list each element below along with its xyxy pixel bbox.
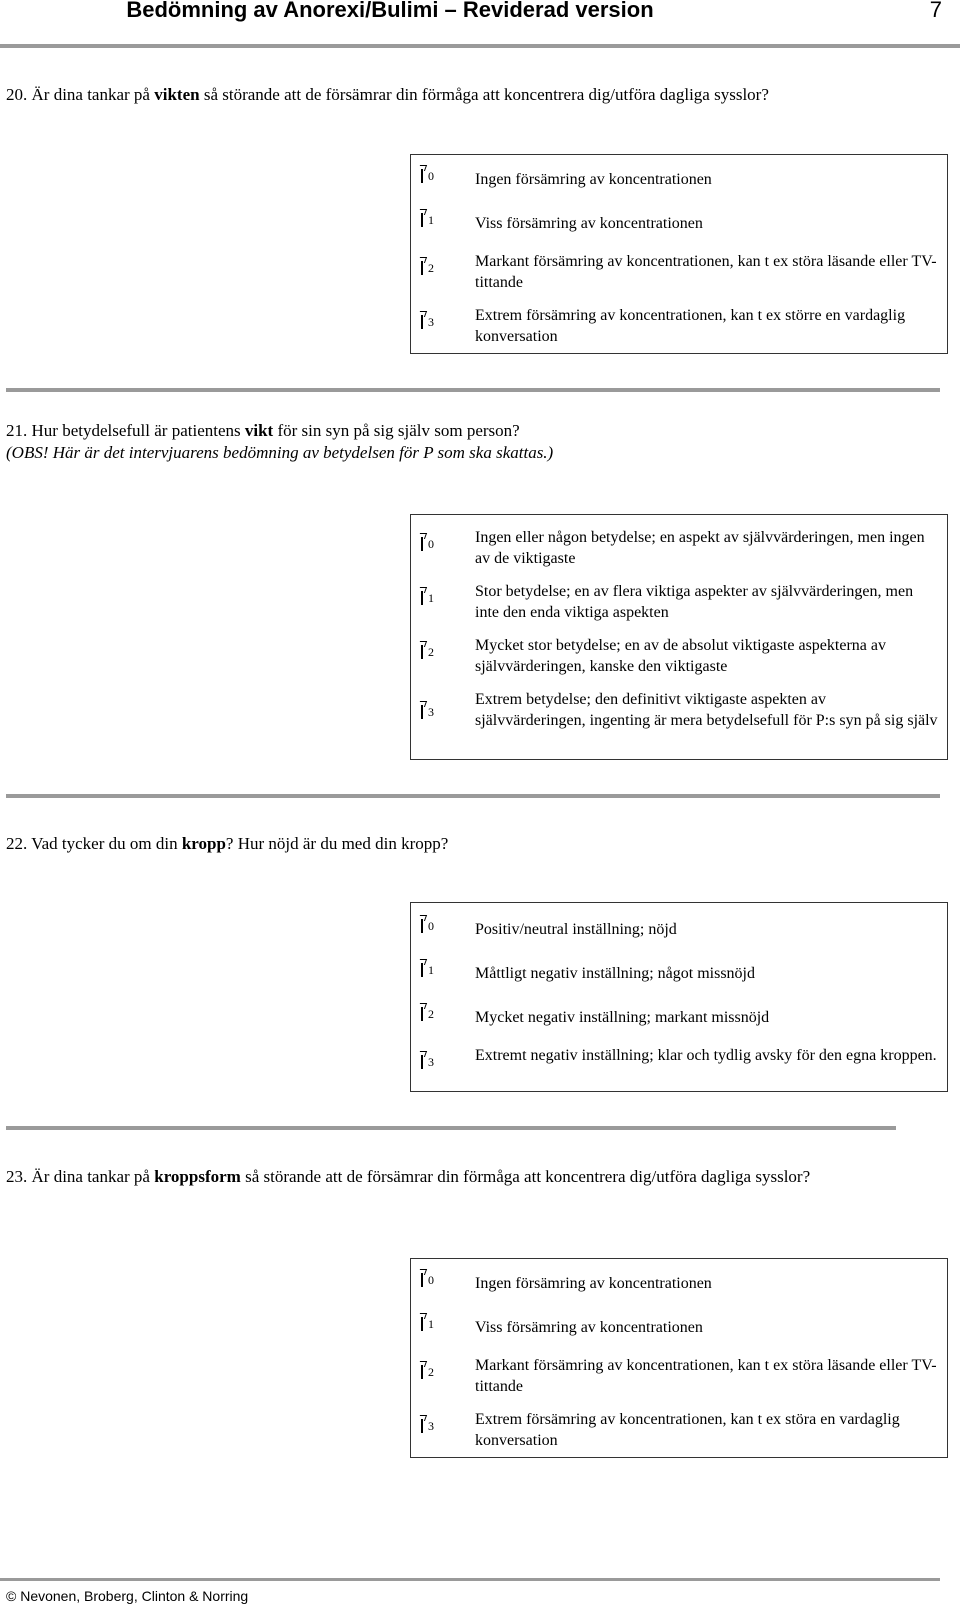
option-label: Extrem betydelse; den definitivt viktigaste aspekten av självvärderingen, ingenting är mera betydelsefull för P:s syn på sig själv: [475, 691, 938, 729]
checkbox-icon[interactable]: 0: [419, 531, 437, 553]
question-23: 23. Är dina tankar på kroppsform så störande att de försämrar din förmåga att koncentrera dig/utföra dagliga sysslor?: [6, 1167, 811, 1186]
question-21: 21. Hur betydelsefull är patientens vikt för sin syn på sig själv som person? (OBS! Här är det intervjuarens bedömning av betydelsen för P som ska skattas.): [6, 421, 554, 462]
checkbox-icon[interactable]: 2: [419, 639, 437, 661]
checkbox-icon[interactable]: 3: [419, 699, 437, 721]
option-label: Viss försämring av koncentrationen: [475, 1319, 703, 1336]
option-label: Extremt negativ inställning; klar och tydlig avsky för den egna kroppen.: [475, 1047, 937, 1064]
q20-options-box: [410, 154, 948, 354]
footer-copyright: © Nevonen, Broberg, Clinton & Norring: [6, 1588, 249, 1604]
checkbox-icon[interactable]: 2: [419, 1001, 437, 1023]
section-rule: [6, 388, 940, 392]
option-label: Viss försämring av koncentrationen: [475, 215, 703, 232]
option-label: Positiv/neutral inställning; nöjd: [475, 921, 677, 938]
checkbox-icon[interactable]: 1: [419, 957, 437, 979]
checkbox-icon[interactable]: 0: [419, 913, 437, 935]
option-label: Ingen eller någon betydelse; en aspekt av självvärderingen, men ingen av de viktigaste: [475, 529, 925, 567]
q21-options-box: [410, 514, 948, 760]
checkbox-icon[interactable]: 3: [419, 1049, 437, 1071]
option-label: Stor betydelse; en av flera viktiga aspekter av självvärderingen, men inte den enda viktiga aspekten: [475, 583, 914, 621]
option-label: Extrem försämring av koncentrationen, kan t ex större en vardaglig konversation: [475, 307, 906, 345]
q22-options-box: [410, 902, 948, 1092]
question-20: 20. Är dina tankar på vikten så störande att de försämrar din förmåga att koncentrera dig/utföra dagliga sysslor?: [6, 85, 769, 104]
header-rule: [0, 44, 960, 48]
page-header-title: Bedömning av Anorexi/Bulimi – Reviderad version: [126, 0, 654, 22]
checkbox-icon[interactable]: 2: [419, 255, 437, 277]
option-label: Måttligt negativ inställning; något missnöjd: [475, 965, 755, 982]
option-label: Ingen försämring av koncentrationen: [475, 171, 712, 188]
footer-rule: [0, 1578, 940, 1581]
option-label: Mycket negativ inställning; markant missnöjd: [475, 1009, 770, 1026]
checkbox-icon[interactable]: 2: [419, 1359, 437, 1381]
interviewer-note: (OBS! Här är det intervjuarens bedömning av betydelsen för P som ska skattas.): [6, 443, 554, 462]
option-label: Mycket stor betydelse; en av de absolut viktigaste aspekterna av självvärderingen, kanske den viktigaste: [475, 637, 886, 675]
option-label: Markant försämring av koncentrationen, kan t ex störa läsande eller TV-tittande: [475, 253, 937, 291]
question-22: 22. Vad tycker du om din kropp? Hur nöjd är du med din kropp?: [6, 834, 449, 853]
checkbox-icon[interactable]: 3: [419, 1413, 437, 1435]
checkbox-icon[interactable]: 0: [419, 163, 437, 185]
checkbox-icon[interactable]: 0: [419, 1267, 437, 1289]
option-label: Extrem försämring av koncentrationen, kan t ex störa en vardaglig konversation: [475, 1411, 900, 1449]
checkbox-icon[interactable]: 1: [419, 207, 437, 229]
checkbox-icon[interactable]: 3: [419, 309, 437, 331]
option-label: Ingen försämring av koncentrationen: [475, 1275, 712, 1292]
section-rule: [6, 794, 940, 798]
option-label: Markant försämring av koncentrationen, kan t ex störa läsande eller TV-tittande: [475, 1357, 937, 1395]
page-number: 7: [929, 0, 942, 22]
checkbox-icon[interactable]: 1: [419, 1311, 437, 1333]
q23-options-box: [410, 1258, 948, 1458]
checkbox-icon[interactable]: 1: [419, 585, 437, 607]
section-rule: [6, 1126, 896, 1130]
